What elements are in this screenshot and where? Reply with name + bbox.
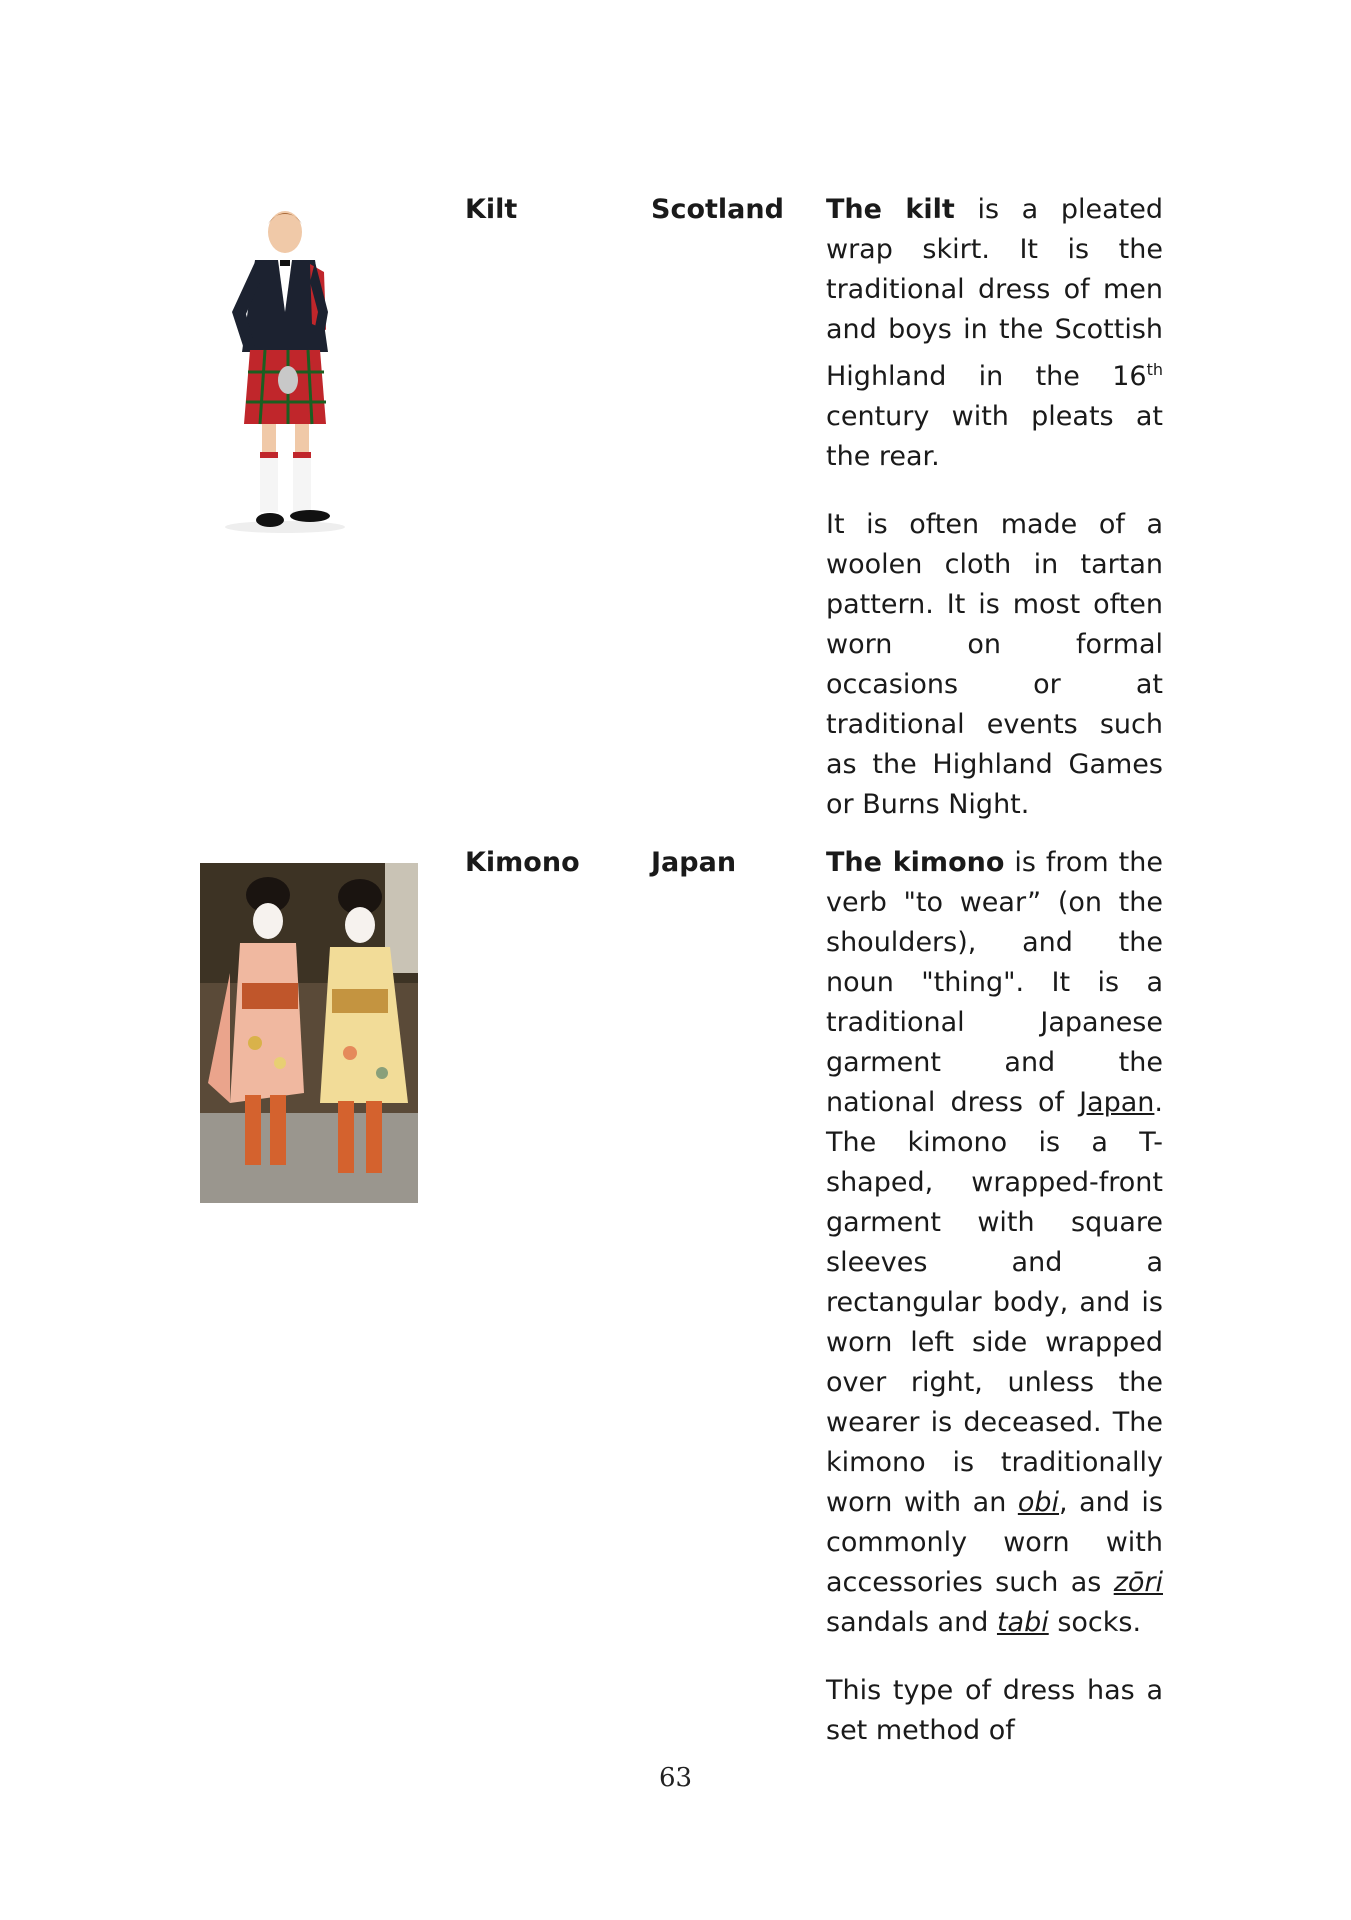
kimono-paragraph-2: This type of dress has a set method of [826, 1675, 1163, 1746]
tabi-link[interactable]: tabi [996, 1607, 1049, 1638]
zori-link[interactable]: zōri [1113, 1567, 1163, 1598]
kimono-paragraph-1: The kimono is from the verb "to wear” (on the shoulders), and the noun "thing". It is a traditional Japanese garment and the national dress of Japan. The kimono is a T-shaped, wrapped-front garment with square sleeves and a rectangular body, and is worn left side wrapped over right, unless the wearer is deceased. The kimono is traditionally worn with an obi, and is commonly worn with accessories such as zōri sandals and tabi socks. [826, 847, 1163, 1638]
kimono-term: The kimono [826, 847, 1005, 878]
kilt-photo [200, 202, 370, 542]
kilt-name: Kilt [465, 194, 518, 225]
kimono-description [826, 843, 1163, 1779]
page-number: 63 [658, 1763, 693, 1793]
kilt-description [826, 190, 1163, 853]
kilt-paragraph-2: It is often made of a woolen cloth in tartan pattern. It is most often worn on formal occasions or at traditional events such as the Highland Games or Burns Night. [826, 509, 1163, 820]
kimono-country: Japan [651, 847, 737, 878]
kimono-name: Kimono [465, 847, 580, 878]
obi-link[interactable]: obi [1017, 1487, 1060, 1518]
kilt-paragraph-1: The kilt is a pleated wrap skirt. It is the traditional dress of men and boys in the Scottish Highland in the 16th century with pleats at the rear. [826, 194, 1163, 472]
japan-link[interactable]: Japan [1079, 1087, 1155, 1118]
kilt-country: Scotland [651, 194, 784, 225]
kimono-photo [200, 863, 418, 1203]
kilt-term: The kilt [826, 194, 955, 225]
